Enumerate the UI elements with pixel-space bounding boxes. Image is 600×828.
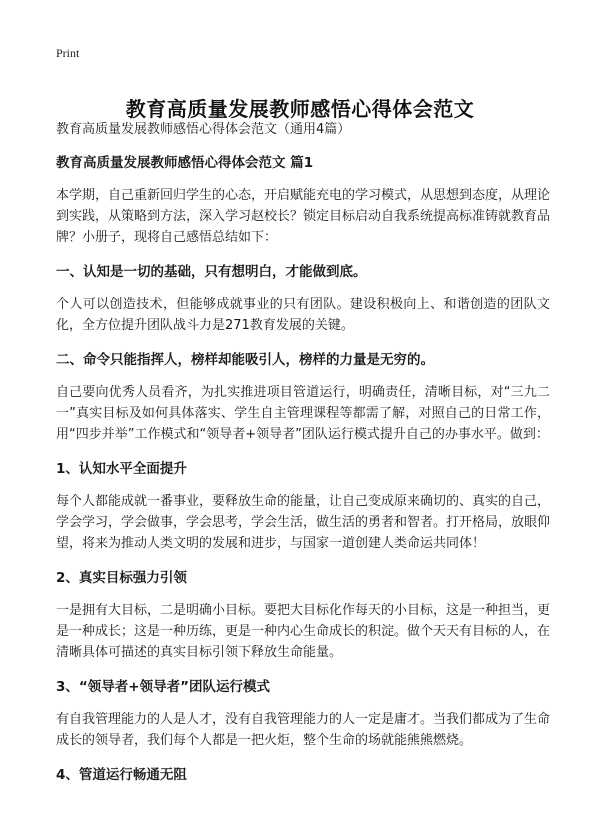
intro-paragraph: 本学期，自己重新回归学生的心态，开启赋能充电的学习模式，从思想到态度，从理论到实践，从策略到方法，深入学习赵校长？锁定目标启动自我系统提高标准铸就教育品牌？小册子，现将自己感悟总结如下： — [56, 188, 551, 245]
article-title: 教育高质量发展教师感悟心得体会范文 篇1 — [56, 155, 314, 171]
subsection-heading: 4、管道运行畅通无阻 — [56, 767, 187, 783]
document-subtitle: 教育高质量发展教师感悟心得体会范文（通用4篇） — [56, 122, 351, 137]
subsection-paragraph: 每个人都能成就一番事业，要释放生命的能量，让自己变成原来确切的、真实的自己，学会学习，学会做事，学会思考，学会生活，做生活的勇者和智者。打开格局，放眼仰望，将来为推动人类文明的发展和进步，与国家一道创建人类命运共同体！ — [56, 494, 551, 551]
document-body — [56, 120, 550, 785]
section-paragraph: 自己要向优秀人员看齐，为扎实推进项目管道运行，明确责任，清晰目标，对“三九二一”真实目标及如何具体落实、学生自主管理课程等都需了解，对照自己的日常工作，用“四步并举”工作模式和“领导者+领导者”团队运行模式提升自己的办事水平。做到： — [56, 385, 550, 442]
subsection-paragraph: 有自我管理能力的人是人才，没有自我管理能力的人一定是庸才。当我们都成为了生命成长的领导者，我们每个人都是一把火炬，整个生命的场就能熊熊燃烧。 — [56, 712, 551, 748]
subsection-heading: 1、认知水平全面提升 — [56, 461, 187, 477]
section-heading: 二、命令只能指挥人，榜样却能吸引人，榜样的力量是无穷的。 — [56, 352, 434, 368]
subsection-heading: 3、“领导者+领导者”团队运行模式 — [56, 679, 270, 695]
section-paragraph: 个人可以创造技术，但能够成就事业的只有团队。建设积极向上、和谐创造的团队文化，全方位提升团队战斗力是271教育发展的关键。 — [56, 297, 550, 333]
subsection-heading: 2、真实目标强力引领 — [56, 570, 187, 586]
section-heading: 一、认知是一切的基础，只有想明白，才能做到底。 — [56, 264, 367, 280]
subsection-paragraph: 一是拥有大目标，二是明确小目标。要把大目标化作每天的小目标，这是一种担当，更是一种成长；这是一种历练，更是一种内心生命成长的积淀。做个天天有目标的人，在清晰具体可描述的真实目标引领下释放生命能量。 — [56, 603, 551, 660]
page-title: 教育高质量发展教师感悟心得体会范文 — [125, 97, 475, 122]
print-label: Print — [56, 46, 80, 60]
